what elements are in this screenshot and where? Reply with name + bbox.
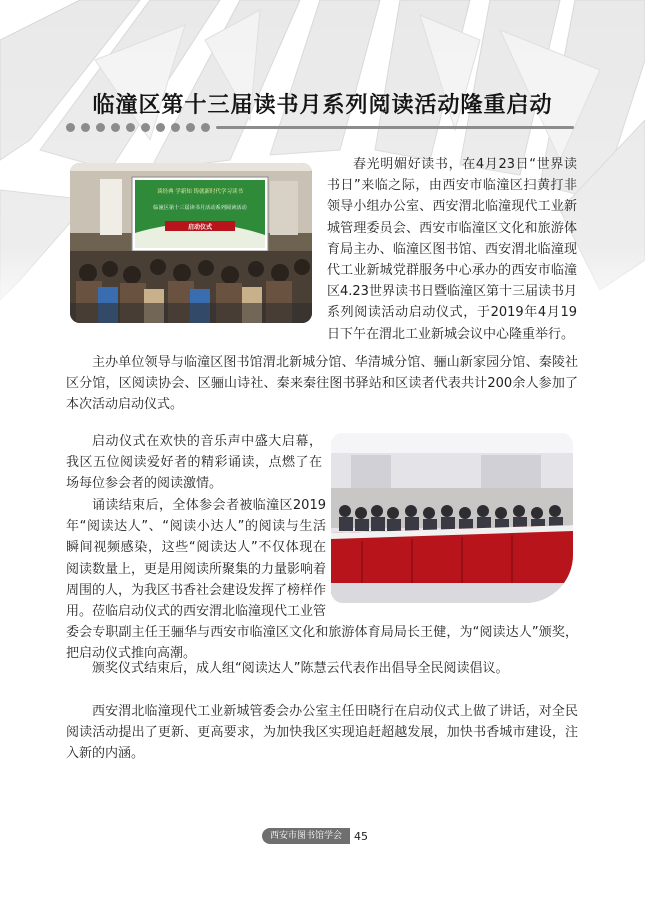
photo-stage-screen (70, 163, 312, 323)
screen-line-2: 临潼区第十三届读书月活动系列阅读活动 (153, 205, 247, 211)
article-title: 临潼区第十三届读书月系列阅读活动隆重启动 (92, 93, 553, 118)
page-number: 45 (354, 829, 369, 843)
footer-label: 西安市图书馆学会 (262, 828, 350, 844)
paragraph-initiative: 颁奖仪式结束后，成人组“阅读达人”陈慧云代表作出倡导全民阅读倡议。 (92, 661, 509, 676)
paragraph-speech: 西安渭北临潼现代工业新城管委会办公室主任田晓行在启动仪式上做了讲话，对全民阅读活动提出了更新、更高要求，为加快我区实现追赶超越发展，加快书香城市建设，注入新的内涵。 (66, 704, 578, 762)
screen-line-3: 启动仪式 (187, 224, 213, 231)
paragraph-attendees: 主办单位领导与临潼区图书馆渭北新城分馆、华清城分馆、骊山新家园分馆、秦陵社区分馆，区阅读协会、区骊山诗社、秦来秦往图书驿站和区读者代表共计200余人参加了本次活动启动仪式。 (66, 355, 578, 413)
page-footer (262, 828, 368, 844)
screen-line-1: 谈经典 学新知 铸就新时代学习读书 (157, 189, 243, 195)
title-divider (66, 121, 576, 135)
paragraph-awards: 诵读结束后，全体参会者被临潼区2019年“阅读达人”、“阅读小达人”的阅读与生活瞬间视频感染，这些“阅读达人”不仅体现在阅读数量上，更是用阅读所聚集的力量影响着周围的人，为我区书香社会建设发挥了榜样作用。莅临启动仪式的西安渭北临潼现代工业管委会专职副主任王骊华与西安市临潼区文化和旅游体育局局长王健，为“阅读达人”颁奖，把启动仪式推向高潮。 (66, 498, 578, 662)
paragraph-opening: 启动仪式在欢快的音乐声中盛大启幕，我区五位阅读爱好者的精彩诵读，点燃了在场每位参会者的阅读激情。 (66, 434, 322, 492)
paragraph-awards-wrap (66, 495, 578, 665)
paragraph-intro: 春光明媚好读书，在4月23日“世界读书日”来临之际，由西安市临潼区扫黄打非领导小组办公室、西安渭北临潼现代工业新城管理委员会、西安市临潼区文化和旅游体育局主办、临潼区图书馆、西安渭北临潼现代工业新城党群服务中心承办的西安市临潼区4.23世界读书日暨临潼区第十三届读书月系列阅读活动启动仪式，于2019年4月19日下午在渭北工业新城会议中心隆重举行。 (327, 157, 577, 342)
